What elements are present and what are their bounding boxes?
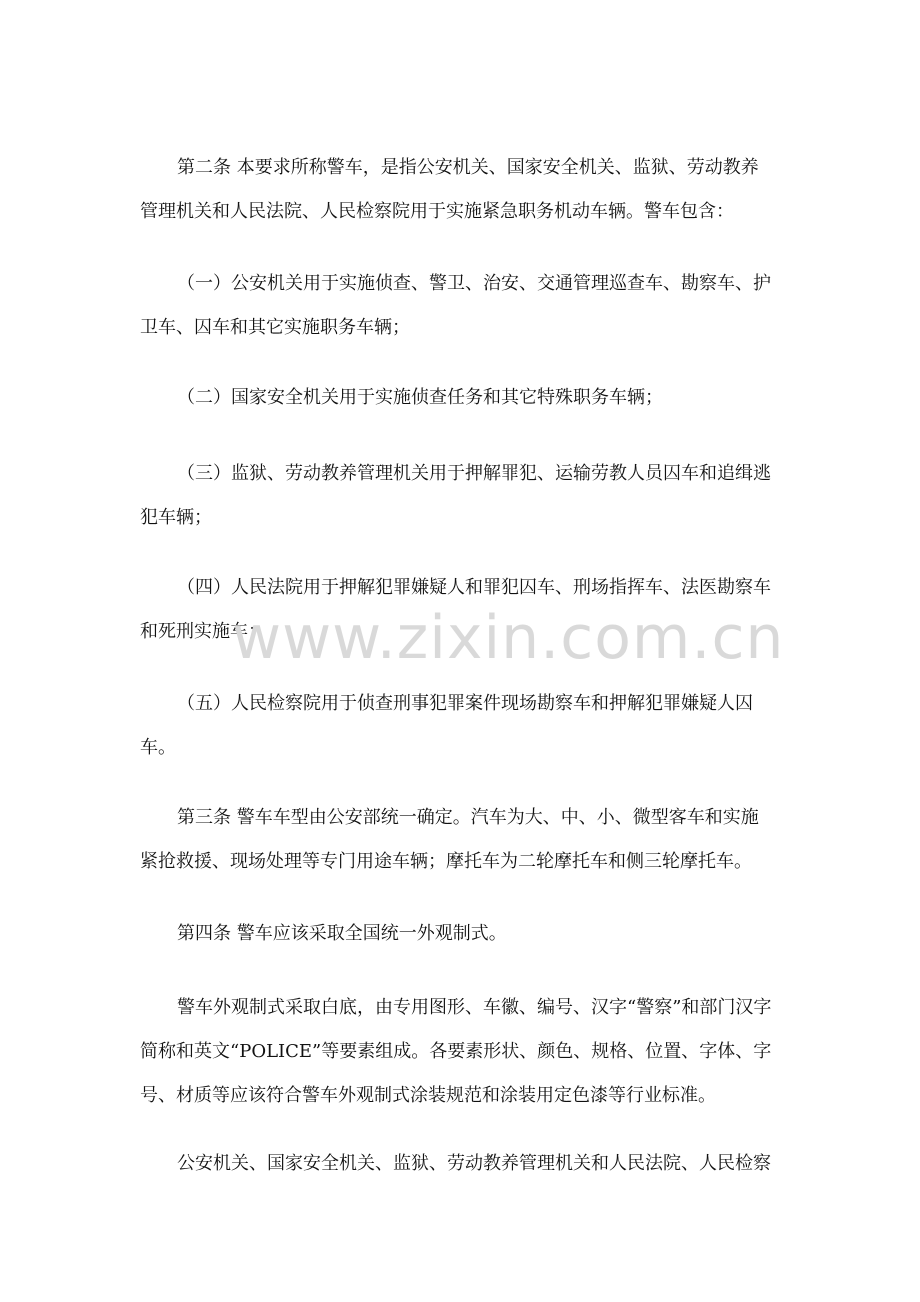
text-line: 公安机关、国家安全机关、监狱、劳动教养管理机关和人民法院、人民检察	[177, 1153, 771, 1174]
appearance-paragraph	[140, 986, 784, 1118]
article-3-paragraph	[140, 796, 784, 884]
text-line: （四）人民法院用于押解犯罪嫌疑人和罪犯囚车、刑场指挥车、法医勘察车	[177, 577, 771, 598]
item-4-paragraph	[140, 566, 784, 654]
item-2-paragraph	[140, 376, 784, 420]
text-line: （二）国家安全机关用于实施侦查任务和其它特殊职务车辆；	[177, 387, 663, 408]
text-line: 警车外观制式采取白底，由专用图形、车徽、编号、汉字“警察”和部门汉字	[177, 997, 772, 1018]
text-line: 犯车辆；	[140, 507, 212, 528]
text-line: 第二条 本要求所称警车，是指公安机关、国家安全机关、监狱、劳动教养	[177, 157, 759, 178]
text-line: 卫车、囚车和其它实施职务车辆；	[140, 317, 410, 338]
last-paragraph	[140, 1142, 784, 1186]
text-line: 号、材质等应该符合警车外观制式涂装规范和涂装用定色漆等行业标准。	[140, 1085, 716, 1106]
article-4-paragraph	[140, 912, 784, 956]
item-5-paragraph	[140, 682, 784, 770]
watermark: www.zixin.com.cn	[232, 603, 785, 673]
text-line: （五）人民检察院用于侦查刑事犯罪案件现场勘察车和押解犯罪嫌疑人囚	[177, 693, 753, 714]
text-line: 第三条 警车车型由公安部统一确定。汽车为大、中、小、微型客车和实施	[177, 807, 759, 828]
text-line: （一）公安机关用于实施侦查、警卫、治安、交通管理巡查车、勘察车、护	[177, 273, 771, 294]
text-line: 第四条 警车应该采取全国统一外观制式。	[177, 923, 507, 944]
text-line: 紧抢救援、现场处理等专门用途车辆；摩托车为二轮摩托车和侧三轮摩托车。	[140, 851, 752, 872]
text-line: 简称和英文“POLICE”等要素组成。各要素形状、颜色、规格、位置、字体、字	[140, 1041, 772, 1062]
item-3-paragraph	[140, 452, 784, 540]
article-2-paragraph	[140, 146, 784, 234]
text-line: 和死刑实施车；	[140, 621, 266, 642]
text-line: 车。	[140, 737, 176, 758]
text-line: （三）监狱、劳动教养管理机关用于押解罪犯、运输劳教人员囚车和追缉逃	[177, 463, 771, 484]
text-line: 管理机关和人民法院、人民检察院用于实施紧急职务机动车辆。警车包含：	[140, 201, 734, 222]
item-1-paragraph	[140, 262, 784, 350]
